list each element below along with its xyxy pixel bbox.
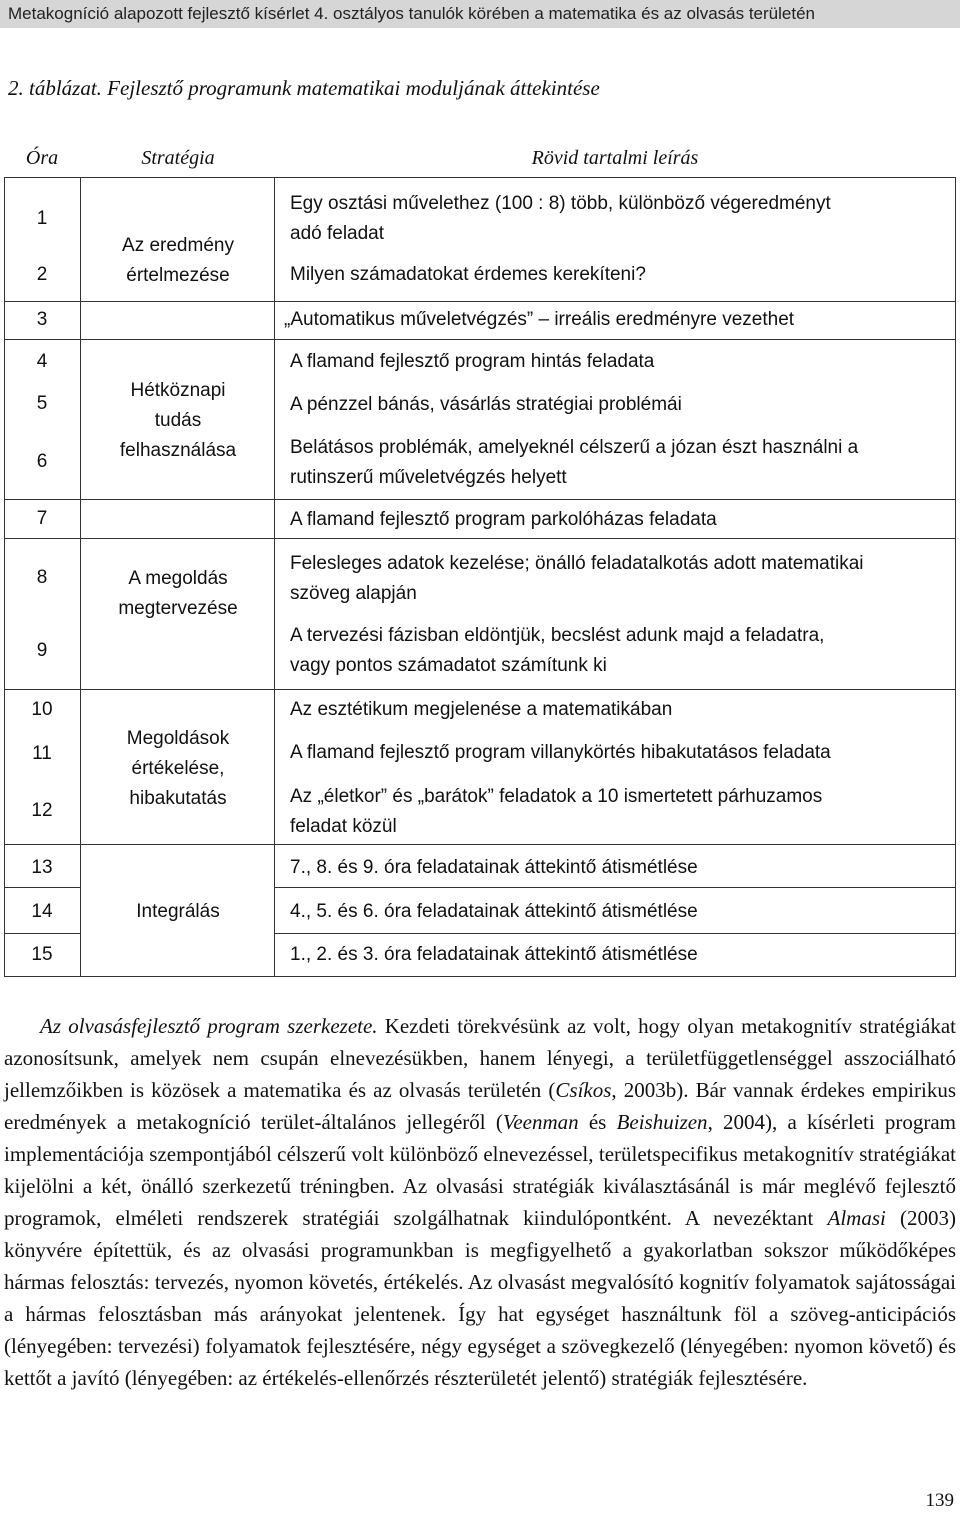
strategy-line: felhasználása <box>119 440 237 461</box>
row-rule <box>274 933 956 934</box>
description-line: vagy pontos számadatot számítunk ki <box>290 655 607 676</box>
row-rule <box>4 538 956 539</box>
math-module-table <box>4 140 956 978</box>
description-line: Milyen számadatokat érdemes kerekíteni? <box>290 264 646 285</box>
lesson-description <box>290 853 952 883</box>
lesson-number: 4 <box>36 351 48 372</box>
row-rule <box>4 339 956 340</box>
lesson-description <box>290 505 952 535</box>
running-header <box>0 0 960 28</box>
description-line: „Automatikus műveletvégzés” – irreális eredményre vezethet <box>284 309 795 330</box>
row-rule <box>4 844 956 845</box>
description-line: Az esztétikum megjelenése a matematikában <box>290 699 673 720</box>
column-rule <box>80 177 81 976</box>
paragraph-text: (2003) könyvére építettük, és az olvasási programunkban is megfigyelhető a gyakorlatban sokszor működőképes hármas felosztás: tervezés, nyomon követés, értékelés. Az olvasást megvalósító kognitív folyamatok sajátosságai a hármas felosztásban más arányokat jelentenek. Így hat egységet használtunk föl a szöveg-anticipációs (lényegében: tervezési) folyamatok fejlesztésére, négy egységet a szövegkezelő (lényegében: nyomon követő) és kettőt a javító (lényegében: az értékelés-ellenőrzés részterületét jelentő) stratégiák fejlesztésére. <box>4 1206 956 1390</box>
citation-author: Almasi <box>827 1206 886 1230</box>
header-strategia: Stratégia <box>141 147 215 169</box>
lesson-number: 3 <box>36 309 48 330</box>
lesson-number: 14 <box>31 901 53 922</box>
lesson-number: 8 <box>36 567 48 588</box>
lesson-number: 15 <box>31 944 53 965</box>
description-line: A flamand fejlesztő program villanykörtés hibakutatásos feladata <box>290 742 831 763</box>
column-rule <box>274 177 275 976</box>
strategy-label <box>82 564 274 624</box>
lesson-description <box>284 305 946 335</box>
strategy-line: értékelése, <box>131 758 225 779</box>
body-paragraph <box>4 1010 956 1394</box>
lesson-number: 9 <box>36 640 48 661</box>
running-title: Metakogníció alapozott fejlesztő kísérlet 4. osztályos tanulók körében a matematika és az olvasás területén <box>8 4 815 23</box>
description-line: 1., 2. és 3. óra feladatainak áttekintő átismétlése <box>290 944 698 965</box>
strategy-line: A megoldás <box>128 568 228 589</box>
row-rule <box>4 499 956 500</box>
description-line: szöveg alapján <box>290 583 417 604</box>
page-number: 139 <box>925 1490 954 1511</box>
lesson-number: 5 <box>36 393 48 414</box>
header-rule <box>4 177 956 178</box>
row-rule <box>4 887 80 888</box>
lesson-number: 13 <box>31 857 53 878</box>
description-line: Az „életkor” és „barátok” feladatok a 10 ismertetett párhuzamos <box>290 786 823 807</box>
header-ora: Óra <box>25 147 59 169</box>
paragraph-text: Kezdeti törekvésünk az volt, hogy olyan metakognitív stratégiákat azonosítsunk, amelyek nem csupán elnevezésükben, hanem lényegi, a területfüggetlenséggel asszociálható jellemzőikben is közösek a matematika és az olvasás területén ( <box>4 1014 956 1102</box>
strategy-label <box>82 376 274 466</box>
strategy-label <box>82 897 274 927</box>
strategy-line: Integrálás <box>136 901 220 922</box>
lesson-description <box>290 897 952 927</box>
lesson-description <box>290 621 952 681</box>
strategy-line: megtervezése <box>118 598 238 619</box>
lesson-number: 6 <box>36 451 48 472</box>
lesson-description <box>290 940 952 970</box>
lesson-number: 12 <box>31 800 53 821</box>
lesson-number: 10 <box>31 699 53 720</box>
paragraph-text: , 2003b). Bár vannak érdekes empirikus eredmények a metakogníció terület-általános jellegéről ( <box>4 1078 956 1134</box>
strategy-line: tudás <box>154 410 202 431</box>
table-bottom-rule <box>4 976 956 977</box>
lesson-description <box>290 433 952 493</box>
lesson-description <box>290 390 952 420</box>
row-rule <box>4 301 956 302</box>
lesson-description <box>290 260 952 290</box>
description-line: A pénzzel bánás, vásárlás stratégiai problémái <box>290 394 682 415</box>
row-rule <box>274 887 956 888</box>
lesson-description <box>290 189 952 249</box>
lesson-description <box>290 695 952 725</box>
lesson-description <box>290 782 952 842</box>
lesson-number: 1 <box>36 208 48 229</box>
lesson-description <box>290 347 952 377</box>
strategy-line: Az eredmény <box>122 235 234 256</box>
description-line: Egy osztási művelethez (100 : 8) több, különböző végeredményt <box>290 193 831 214</box>
strategy-line: értelmezése <box>126 265 230 286</box>
paragraph-text: és <box>578 1110 617 1134</box>
strategy-line: Hétköznapi <box>130 380 226 401</box>
citation-author: Csíkos <box>555 1078 612 1102</box>
description-line: adó feladat <box>290 223 385 244</box>
strategy-label <box>82 724 274 814</box>
description-line: feladat közül <box>290 816 397 837</box>
row-rule <box>4 689 956 690</box>
description-line: Belátásos problémák, amelyeknél célszerű a józan észt használni a <box>290 437 859 458</box>
row-rule <box>4 933 80 934</box>
description-line: A tervezési fázisban eldöntjük, becslést adunk majd a feladatra, <box>290 625 825 646</box>
description-line: Felesleges adatok kezelése; önálló feladatalkotás adott matematikai <box>290 553 864 574</box>
description-line: rutinszerű műveletvégzés helyett <box>290 467 567 488</box>
lesson-number: 2 <box>36 264 48 285</box>
description-line: A flamand fejlesztő program parkolóházas feladata <box>290 509 717 530</box>
header-leiras: Rövid tartalmi leírás <box>531 147 699 169</box>
lesson-description <box>290 738 952 768</box>
strategy-label <box>82 231 274 291</box>
lesson-description <box>290 549 952 609</box>
lesson-number: 7 <box>36 508 48 529</box>
strategy-line: Megoldások <box>126 728 230 749</box>
citation-author: Beishuizen <box>616 1110 708 1134</box>
strategy-line: hibakutatás <box>129 788 227 809</box>
citation-author: Veenman <box>502 1110 579 1134</box>
description-line: 4., 5. és 6. óra feladatainak áttekintő átismétlése <box>290 901 698 922</box>
paragraph-text: , 2004), a kísérleti program implementációja szempontjából célszerű volt különböző elnevezéssel, területspecifikus metakognitív stratégiákat kijelölni a két, önálló szerkezetű tréningben. Az olvasási stratégiák kiválasztásánál is már meglévő fejlesztő programok, elméleti rendszerek stratégiái szolgálhatnak kiindulópontként. A nevezéktant <box>4 1110 956 1230</box>
section-run-in-title: Az olvasásfejlesztő program szerkezete. <box>40 1014 378 1038</box>
table-caption: 2. táblázat. Fejlesztő programunk matematikai moduljának áttekintése <box>8 76 600 100</box>
column-rule <box>955 177 956 976</box>
lesson-number: 11 <box>32 743 52 764</box>
description-line: A flamand fejlesztő program hintás feladata <box>290 351 655 372</box>
description-line: 7., 8. és 9. óra feladatainak áttekintő átismétlése <box>290 857 698 878</box>
